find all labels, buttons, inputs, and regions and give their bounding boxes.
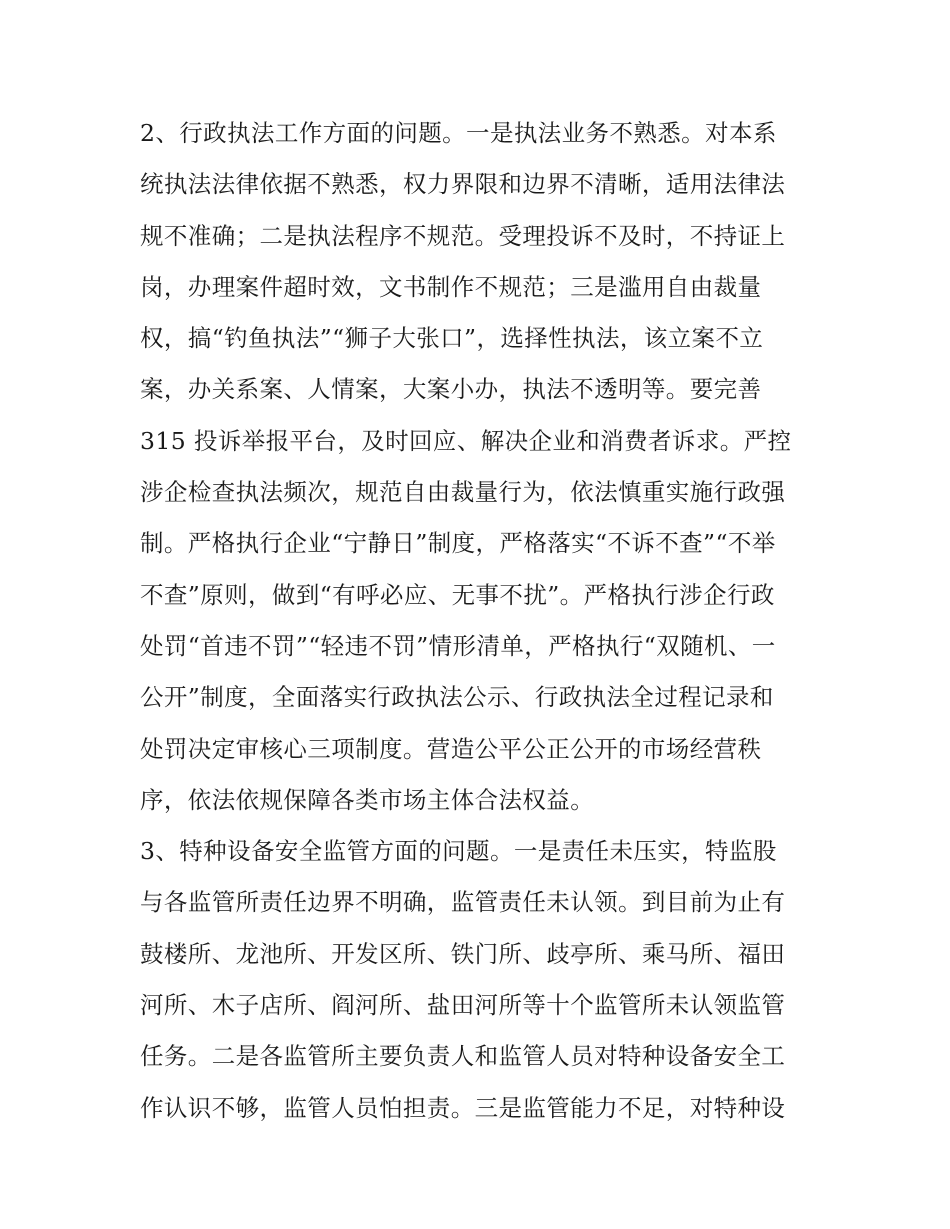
text-line: 与各监管所责任边界不明确，监管责任未认领。到目前为止有 (140, 888, 786, 917)
text-line: 不查”原则，做到“有呼必应、无事不扰”。严格执行涉企行政 (140, 580, 775, 609)
text-line: 公开”制度，全面落实行政执法公示、行政执法全过程记录和 (140, 683, 774, 712)
text-line: 作认识不够，监管人员怕担责。三是监管能力不足，对特种设 (140, 1093, 786, 1122)
text-line: 统执法法律依据不熟悉，权力界限和边界不清晰，适用法律法 (140, 170, 786, 199)
text-line: 处罚决定审核心三项制度。营造公平公正公开的市场经营秩 (140, 734, 762, 763)
text-line: 规不准确；二是执法程序不规范。受理投诉不及时，不持证上 (140, 221, 786, 250)
text-line: 涉企检查执法频次，规范自由裁量行为，依法慎重实施行政强 (140, 478, 786, 507)
text-line: 2、行政执法工作方面的问题。一是执法业务不熟悉。对本系 (140, 119, 777, 147)
text-line: 河所、木子店所、阎河所、盐田河所等十个监管所未认领监管 (140, 991, 786, 1020)
text-line: 权，搞“钓鱼执法”“狮子大张口”，选择性执法，该立案不立 (140, 324, 764, 353)
text-line: 315 投诉举报平台，及时回应、解决企业和消费者诉求。严控 (140, 426, 792, 455)
document-body (140, 108, 820, 1134)
text-line: 制。严格执行企业“宁静日”制度，严格落实“不诉不查”“不举 (140, 529, 776, 558)
text-line: 鼓楼所、龙池所、开发区所、铁门所、歧亭所、乘马所、福田 (140, 939, 786, 968)
text-line: 案，办关系案、人情案，大案小办，执法不透明等。要完善 (140, 375, 762, 404)
text-line: 任务。二是各监管所主要负责人和监管人员对特种设备安全工 (140, 1042, 786, 1071)
text-line: 序，依法依规保障各类市场主体合法权益。 (140, 785, 595, 814)
text-line: 3、特种设备安全监管方面的问题。一是责任未压实，特监股 (140, 837, 777, 866)
text-line: 处罚“首违不罚”“轻违不罚”情形清单，严格执行“双随机、一 (140, 631, 776, 660)
text-line: 岗，办理案件超时效，文书制作不规范；三是滥用自由裁量 (140, 272, 762, 301)
